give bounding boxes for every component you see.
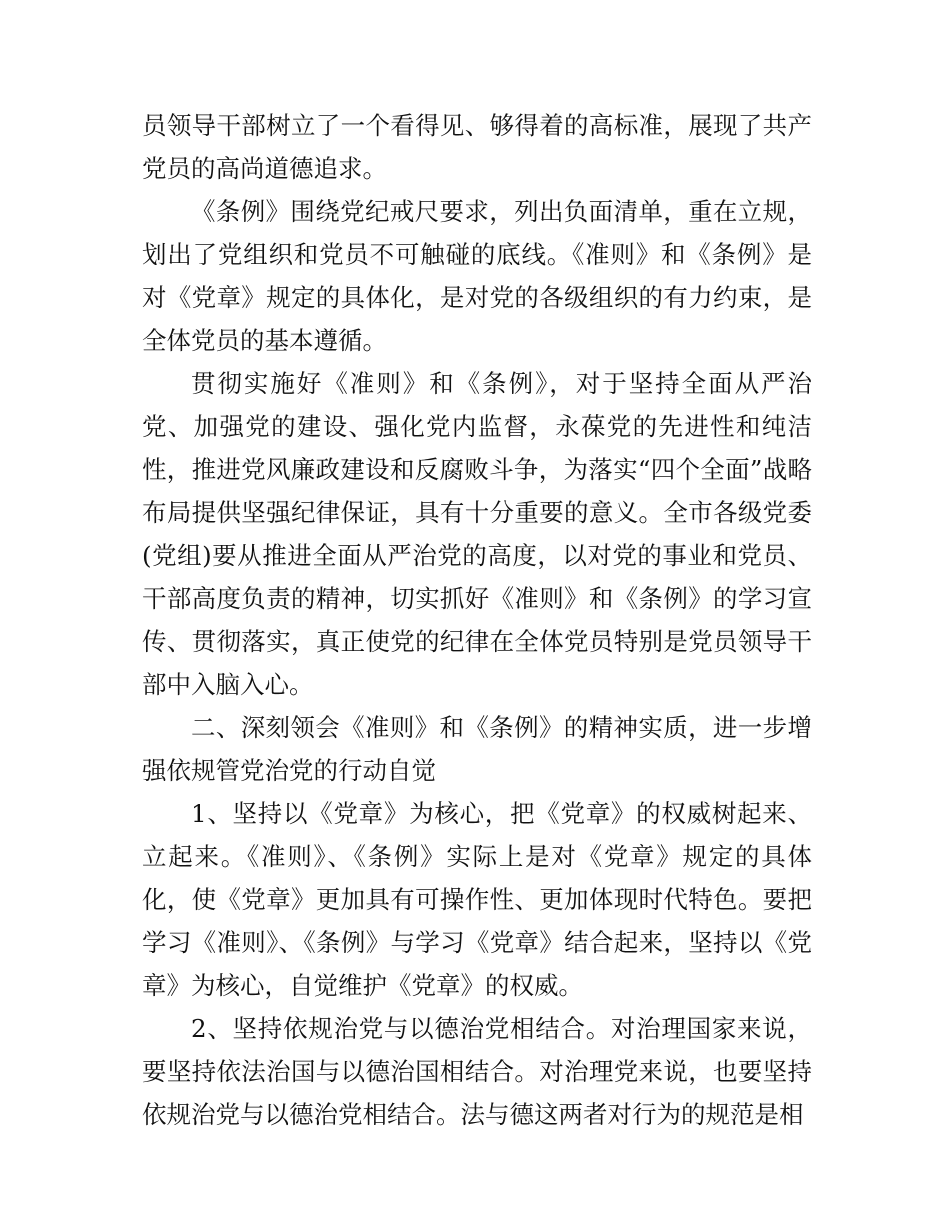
paragraph-3: 贯彻实施好《准则》和《条例》，对于坚持全面从严治党、加强党的建设、强化党内监督，永葆党的先进性和纯洁性，推进党风廉政建设和反腐败斗争，为落实“四个全面”战略布局提供坚强纪律保证，具有十分重要的意义。全市各级党委(党组)要从推进全面从严治党的高度，以对党的事业和党员、干部高度负责的精神，切实抓好《准则》和《条例》的学习宣传、贯彻落实，真正使党的纪律在全体党员特别是党员领导干部中入脑入心。 xyxy=(142,369,812,699)
paragraph-item-1: 1、坚持以《党章》为核心，把《党章》的权威树起来、立起来。《准则》、《条例》实际上是对《党章》规定的具体化，使《党章》更加具有可操作性、更加体现时代特色。要把学习《准则》、《条例》与学习《党章》结合起来，坚持以《党章》为核心，自觉维护《党章》的权威。 xyxy=(142,799,812,1000)
paragraph-1: 员领导干部树立了一个看得见、够得着的高标准，展现了共产党员的高尚道德追求。 xyxy=(142,111,812,183)
section-heading-2: 二、深刻领会《准则》和《条例》的精神实质，进一步增强依规管党治党的行动自觉 xyxy=(142,713,812,785)
paragraph-item-2: 2、坚持依规治党与以德治党相结合。对治理国家来说，要坚持依法治国与以德治国相结合。对治理党来说，也要坚持依规治党与以德治党相结合。法与德这两者对行为的规范是相 xyxy=(142,1014,812,1129)
document-body xyxy=(142,104,812,1136)
paragraph-2: 《条例》围绕党纪戒尺要求，列出负面清单，重在立规，划出了党组织和党员不可触碰的底线。《准则》和《条例》是对《党章》规定的具体化，是对党的各级组织的有力约束，是全体党员的基本遵循。 xyxy=(142,197,812,355)
